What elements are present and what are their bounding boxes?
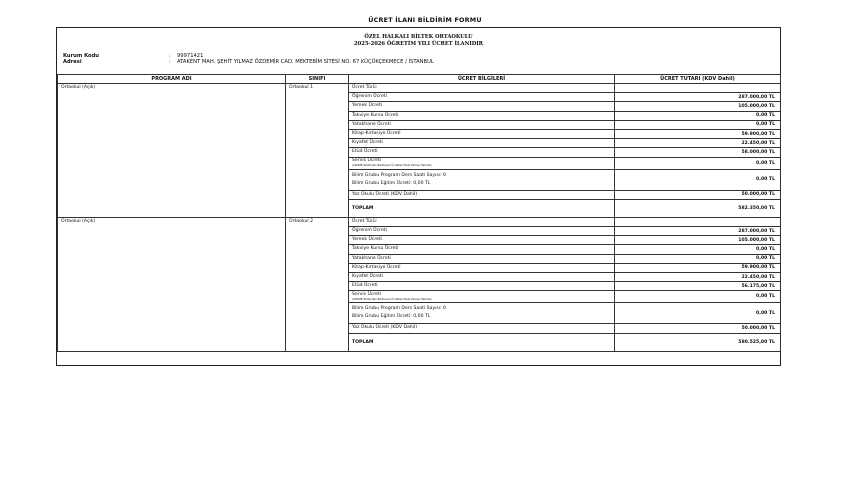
fee-item-label-cell: Yemek Ücreti xyxy=(349,102,615,111)
fee-amount-cell xyxy=(615,84,781,93)
fee-amount-cell: 0,00 TL xyxy=(615,169,781,190)
total-amount-cell: 582.350,00 TL xyxy=(615,199,781,217)
adres-separator: : xyxy=(169,59,171,65)
fee-item-label-cell: Yatakhane Ücreti xyxy=(349,254,615,263)
school-year-title: 2025-2026 ÖĞRETİM YILI ÜCRET İLANIDIR xyxy=(354,41,483,47)
header-ucret-bilgileri: ÜCRET BİLGİLERİ xyxy=(349,75,615,84)
fee-table xyxy=(57,74,781,352)
fee-amount-cell: 22.450,00 TL xyxy=(615,139,781,148)
fee-item-label-cell: Etüd Ücreti xyxy=(349,148,615,157)
fee-item-label-cell: Kıyafet Ücreti xyxy=(349,273,615,282)
fee-item-label: Servis Ücreti xyxy=(352,158,382,164)
fee-amount-cell: 0,00 TL xyxy=(615,120,781,129)
fee-item-label: Servis Ücreti xyxy=(352,291,382,297)
fee-item-label-cell: Kitap-Kırtasiye Ücreti xyxy=(349,130,615,139)
class-name-cell: Ortaokul 1 xyxy=(286,84,349,218)
fee-item-note: (UKOME Tarafından Belirlenen Ücretten Fazla Olması Halinde) xyxy=(352,297,432,301)
table-header-row xyxy=(58,75,781,84)
fee-amount-cell: 0,00 TL xyxy=(615,245,781,254)
fee-item-label-cell: Takviye Kursu Ücreti xyxy=(349,111,615,120)
fee-amount-cell: 287.000,00 TL xyxy=(615,227,781,236)
total-label-cell: TOPLAM xyxy=(349,199,615,217)
fee-item-note: (UKOME Tarafından Belirlenen Ücretten Fazla Olması Halinde) xyxy=(352,164,432,168)
table-row xyxy=(58,84,781,93)
adres-line xyxy=(63,59,434,65)
fee-table-body xyxy=(58,84,781,352)
kurum-kodu-label: Kurum Kodu xyxy=(63,53,99,59)
fee-item-label-cell: Yatakhane Ücreti xyxy=(349,120,615,129)
fee-item-label-cell: Öğrenim Ücreti xyxy=(349,93,615,102)
fee-item-label-cell: Takviye Kursu Ücreti xyxy=(349,245,615,254)
total-label-cell: TOPLAM xyxy=(349,333,615,351)
fee-amount-cell: 50.000,00 TL xyxy=(615,324,781,333)
table-row xyxy=(58,217,781,226)
fee-item-label-cell: Etüd Ücreti xyxy=(349,282,615,291)
header-program-adi: PROGRAM ADI xyxy=(58,75,286,84)
fee-item-label-cell: Kitap-Kırtasiye Ücreti xyxy=(349,263,615,272)
fee-amount-cell: 56.175,00 TL xyxy=(615,282,781,291)
kurum-kodu-value: 99971421 xyxy=(177,53,204,59)
program-name-cell: Ortaokul (Açık) xyxy=(58,217,286,351)
form-title: ÜCRET İLANI BİLDİRİM FORMU xyxy=(368,16,482,24)
fee-item-label-cell: Yaz Okulu Ücreti (KDV Dahil) xyxy=(349,190,615,199)
fee-amount-cell: 50.000,00 TL xyxy=(615,190,781,199)
fee-amount-cell: 0,00 TL xyxy=(615,254,781,263)
school-name: ÖZEL HALKALI BİLTEK ORTAOKULU xyxy=(364,34,473,40)
fee-item-label-cell: Yemek Ücreti xyxy=(349,236,615,245)
fee-amount-cell: 0,00 TL xyxy=(615,157,781,169)
fee-amount-cell: 0,00 TL xyxy=(615,303,781,324)
fee-amount-cell: 287.000,00 TL xyxy=(615,93,781,102)
fee-form-frame xyxy=(56,27,781,366)
adres-value: ATAKENT MAH. ŞEHİT YILMAZ ÖZDEMİR CAD. MEKTEBİM SİTESİ NO: 67 KÜÇÜKÇEKMECE / İSTANBUL xyxy=(177,59,434,65)
fee-amount-cell: 0,00 TL xyxy=(615,291,781,303)
fee-amount-cell: 0,00 TL xyxy=(615,111,781,120)
kurum-kodu-separator: : xyxy=(169,53,171,59)
fee-amount-cell: 59.900,00 TL xyxy=(615,263,781,272)
header-sinifi: SINIFI xyxy=(286,75,349,84)
fee-amount-cell: 59.900,00 TL xyxy=(615,130,781,139)
fee-item-label-cell: Öğrenim Ücreti xyxy=(349,227,615,236)
fee-item-label-cell xyxy=(349,157,615,169)
fee-item-label-cell xyxy=(349,303,615,324)
fee-item-label: Bilim Grubu Program Ders Saati Sayısı: 0 xyxy=(352,306,446,312)
fee-item-label-cell xyxy=(349,291,615,303)
fee-item-label-cell: Yaz Okulu Ücreti (KDV Dahil) xyxy=(349,324,615,333)
fee-item-label-secondary: Bilim Grubu Eğitim Ücreti: 0,00 TL xyxy=(352,180,431,186)
header-ucret-tutari: ÜCRET TUTARI (KDV Dahil) xyxy=(615,75,781,84)
total-amount-cell: 580.525,00 TL xyxy=(615,333,781,351)
fee-item-label-cell: Ücret Türü: xyxy=(349,217,615,226)
program-name-cell: Ortaokul (Açık) xyxy=(58,84,286,218)
fee-item-label-cell: Ücret Türü: xyxy=(349,84,615,93)
fee-amount-cell: 22.450,00 TL xyxy=(615,273,781,282)
fee-amount-cell: 105.000,00 TL xyxy=(615,102,781,111)
fee-item-label-cell xyxy=(349,169,615,190)
fee-amount-cell: 105.000,00 TL xyxy=(615,236,781,245)
fee-item-label-cell: Kıyafet Ücreti xyxy=(349,139,615,148)
class-name-cell: Ortaokul 2 xyxy=(286,217,349,351)
fee-item-label-secondary: Bilim Grubu Eğitim Ücreti: 0,00 TL xyxy=(352,314,431,320)
adres-label: Adresi xyxy=(63,59,82,65)
fee-amount-cell: 58.000,00 TL xyxy=(615,148,781,157)
fee-amount-cell xyxy=(615,217,781,226)
fee-item-label: Bilim Grubu Program Ders Saati Sayısı: 0 xyxy=(352,172,446,178)
